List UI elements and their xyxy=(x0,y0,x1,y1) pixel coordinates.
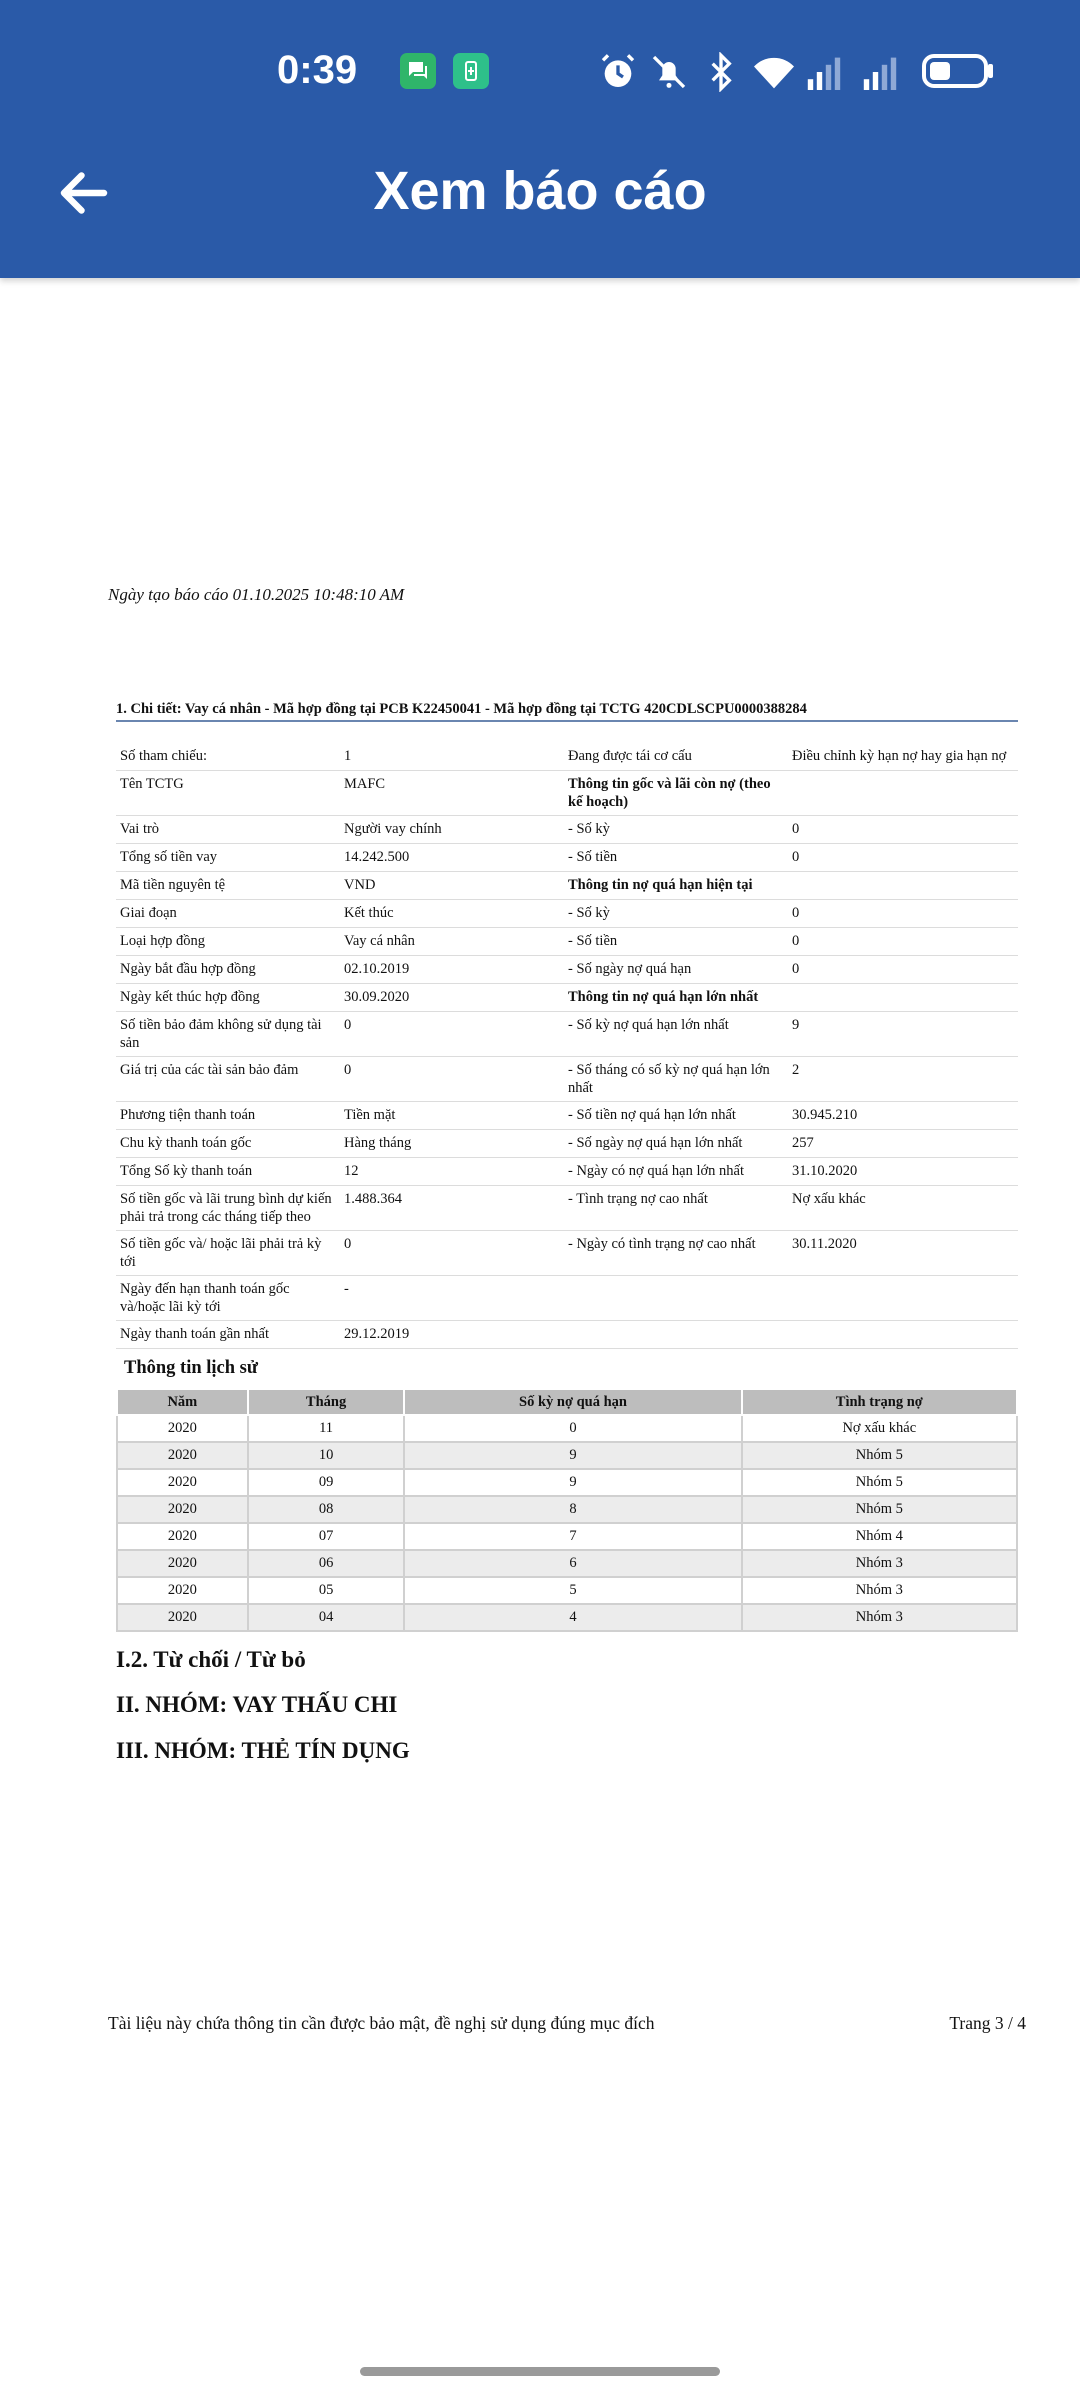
detail-label: Tên TCTG xyxy=(120,776,184,792)
detail-row xyxy=(116,1321,1018,1349)
history-cell: 2020 xyxy=(117,1550,248,1577)
detail-row xyxy=(116,743,1018,771)
detail-row xyxy=(116,771,1018,816)
message-notification-icon xyxy=(400,53,436,89)
detail-value-2: Điều chỉnh kỳ hạn nợ hay gia hạn nợ xyxy=(792,748,1007,764)
detail-label: Ngày kết thúc hợp đồng xyxy=(120,989,260,1005)
detail-value: 1.488.364 xyxy=(344,1191,402,1207)
footer-note: Tài liệu này chứa thông tin cần được bảo mật, đề nghị sử dụng đúng mục đích xyxy=(108,2013,655,2033)
detail-value-2: 0 xyxy=(792,849,800,865)
detail-label-2: - Số tiền xyxy=(568,933,618,949)
detail-value: VND xyxy=(344,877,376,893)
detail-value-2: 0 xyxy=(792,821,800,837)
detail-row xyxy=(116,1186,1018,1231)
detail-value: Người vay chính xyxy=(344,821,442,837)
history-row xyxy=(117,1415,1017,1442)
history-row xyxy=(117,1469,1017,1496)
battery-saver-notification-icon xyxy=(453,53,489,89)
history-col-overdue: Số kỳ nợ quá hạn xyxy=(404,1389,741,1415)
history-cell: Nhóm 3 xyxy=(742,1550,1017,1577)
detail-value-2: Nợ xấu khác xyxy=(792,1191,866,1207)
detail-value-2: 30.945.210 xyxy=(792,1107,858,1123)
detail-label: Số tham chiếu: xyxy=(120,748,207,764)
signal-icon xyxy=(806,52,842,92)
history-col-year: Năm xyxy=(117,1389,248,1415)
history-table xyxy=(116,1388,1018,1632)
detail-label-2: Thông tin nợ quá hạn hiện tại xyxy=(568,877,753,893)
detail-row xyxy=(116,928,1018,956)
detail-value: Kết thúc xyxy=(344,905,394,921)
history-cell: Nợ xấu khác xyxy=(742,1415,1017,1442)
detail-label-2: - Số kỳ xyxy=(568,905,610,921)
detail-row xyxy=(116,872,1018,900)
history-row xyxy=(117,1550,1017,1577)
history-row xyxy=(117,1604,1017,1631)
page-number: Trang 3 / 4 xyxy=(949,2013,1026,2033)
detail-label-2: - Số ngày nợ quá hạn xyxy=(568,961,692,977)
history-cell: 8 xyxy=(404,1496,741,1523)
detail-value-2 xyxy=(792,876,1018,895)
detail-label: Phương tiện thanh toán xyxy=(120,1107,256,1123)
wifi-icon xyxy=(752,52,796,92)
report-created-date: Ngày tạo báo cáo 01.10.2025 10:48:10 AM xyxy=(108,585,405,604)
detail-label: Ngày bắt đầu hợp đồng xyxy=(120,961,256,977)
group-vay-thau-chi: II. NHÓM: VAY THẤU CHI xyxy=(116,1692,398,1717)
detail-label: Giai đoạn xyxy=(120,905,177,921)
detail-label-2: Đang được tái cơ cấu xyxy=(568,748,692,764)
history-cell: 08 xyxy=(248,1496,405,1523)
home-indicator[interactable] xyxy=(360,2367,720,2376)
status-time: 0:39 xyxy=(277,48,358,92)
detail-label-2: Thông tin gốc và lãi còn nợ (theo kế hoạch) xyxy=(568,776,771,810)
history-cell: 11 xyxy=(248,1415,405,1442)
detail-label: Ngày thanh toán gần nhất xyxy=(120,1326,269,1342)
detail-value: 0 xyxy=(344,1017,352,1033)
detail-row xyxy=(116,816,1018,844)
app-bar xyxy=(0,0,1080,278)
detail-label-2: Thông tin nợ quá hạn lớn nhất xyxy=(568,989,759,1005)
detail-row xyxy=(116,1231,1018,1276)
detail-label-2: - Số kỳ nợ quá hạn lớn nhất xyxy=(568,1017,729,1033)
detail-label-2: - Số tiền xyxy=(568,849,618,865)
detail-value: Vay cá nhân xyxy=(344,933,415,949)
detail-label-2: - Số tiền nợ quá hạn lớn nhất xyxy=(568,1107,736,1123)
detail-label: Vai trò xyxy=(120,821,160,837)
detail-value-2 xyxy=(792,775,1018,811)
detail-label: Số tiền gốc và lãi trung bình dự kiến phải trả trong các tháng tiếp theo xyxy=(120,1191,332,1225)
detail-row xyxy=(116,1130,1018,1158)
detail-label-2: - Ngày có tình trạng nợ cao nhất xyxy=(568,1236,756,1252)
detail-value-2 xyxy=(792,1280,1018,1316)
detail-row xyxy=(116,1102,1018,1130)
detail-row xyxy=(116,956,1018,984)
detail-label: Tổng số tiền vay xyxy=(120,849,218,865)
detail-label: Số tiền bảo đảm không sử dụng tài sản xyxy=(120,1017,322,1051)
detail-value-2: 0 xyxy=(792,961,800,977)
history-cell: 5 xyxy=(404,1577,741,1604)
detail-label: Tổng Số kỳ thanh toán xyxy=(120,1163,253,1179)
status-bar xyxy=(0,0,1080,140)
history-cell: 9 xyxy=(404,1442,741,1469)
detail-row xyxy=(116,844,1018,872)
detail-row xyxy=(116,900,1018,928)
alarm-icon xyxy=(598,52,638,92)
details-table xyxy=(116,743,1018,1349)
history-cell: 4 xyxy=(404,1604,741,1631)
detail-label-2: - Tình trạng nợ cao nhất xyxy=(568,1191,708,1207)
detail-value: Tiền mặt xyxy=(344,1107,396,1123)
detail-value: MAFC xyxy=(344,776,386,792)
history-cell: 2020 xyxy=(117,1523,248,1550)
detail-value-2 xyxy=(792,988,1018,1007)
detail-value-2: 0 xyxy=(792,933,800,949)
detail-value: 29.12.2019 xyxy=(344,1326,410,1342)
detail-value: 12 xyxy=(344,1163,359,1179)
detail-value-2 xyxy=(792,1325,1018,1344)
history-cell: 04 xyxy=(248,1604,405,1631)
detail-label: Số tiền gốc và/ hoặc lãi phải trả kỳ tới xyxy=(120,1236,322,1270)
history-header-row xyxy=(117,1389,1017,1415)
bluetooth-icon xyxy=(706,52,736,92)
page-title: Xem báo cáo xyxy=(373,161,707,221)
history-cell: Nhóm 3 xyxy=(742,1577,1017,1604)
detail-row xyxy=(116,1276,1018,1321)
detail-label-2 xyxy=(568,1325,792,1344)
detail-value: 14.242.500 xyxy=(344,849,410,865)
detail-label-2: - Số kỳ xyxy=(568,821,610,837)
detail-value: 1 xyxy=(344,748,352,764)
detail-value: 02.10.2019 xyxy=(344,961,410,977)
history-cell: 07 xyxy=(248,1523,405,1550)
history-cell: 0 xyxy=(404,1415,741,1442)
history-cell: 2020 xyxy=(117,1415,248,1442)
detail-row xyxy=(116,1057,1018,1102)
history-cell: Nhóm 5 xyxy=(742,1469,1017,1496)
detail-label: Ngày đến hạn thanh toán gốc và/hoặc lãi kỳ tới xyxy=(120,1281,290,1315)
detail-label-2: - Ngày có nợ quá hạn lớn nhất xyxy=(568,1163,744,1179)
detail-value: Hàng tháng xyxy=(344,1135,412,1151)
history-cell: Nhóm 3 xyxy=(742,1604,1017,1631)
detail-label-2 xyxy=(568,1280,792,1316)
history-cell: 2020 xyxy=(117,1442,248,1469)
history-cell: Nhóm 5 xyxy=(742,1496,1017,1523)
history-row xyxy=(117,1496,1017,1523)
detail-value: 30.09.2020 xyxy=(344,989,410,1005)
detail-label-2: - Số tháng có số kỳ nợ quá hạn lớn nhất xyxy=(568,1062,770,1096)
detail-row xyxy=(116,1158,1018,1186)
history-cell: 7 xyxy=(404,1523,741,1550)
history-col-status: Tình trạng nợ xyxy=(742,1389,1017,1415)
detail-value-2: 31.10.2020 xyxy=(792,1163,858,1179)
history-row xyxy=(117,1577,1017,1604)
detail-value-2: 257 xyxy=(792,1135,814,1151)
detail-label: Mã tiền nguyên tệ xyxy=(120,877,226,893)
history-cell: 06 xyxy=(248,1550,405,1577)
history-cell: 2020 xyxy=(117,1604,248,1631)
history-cell: 09 xyxy=(248,1469,405,1496)
detail-value: 0 xyxy=(344,1236,352,1252)
history-row xyxy=(117,1442,1017,1469)
history-row xyxy=(117,1523,1017,1550)
history-title: Thông tin lịch sử xyxy=(124,1358,258,1378)
mute-icon xyxy=(648,52,690,92)
history-cell: Nhóm 4 xyxy=(742,1523,1017,1550)
history-cell: 9 xyxy=(404,1469,741,1496)
detail-value-2: 2 xyxy=(792,1062,800,1078)
detail-label: Chu kỳ thanh toán gốc xyxy=(120,1135,252,1151)
section-title: 1. Chi tiết: Vay cá nhân - Mã hợp đồng tại PCB K22450041 - Mã hợp đồng tại TCTG 420CDLSCPU0000388284 xyxy=(116,701,1018,722)
detail-value-2: 0 xyxy=(792,905,800,921)
detail-value-2: 9 xyxy=(792,1017,800,1033)
history-cell: 6 xyxy=(404,1550,741,1577)
history-cell: 2020 xyxy=(117,1469,248,1496)
detail-value: - xyxy=(344,1281,349,1297)
detail-label: Giá trị của các tài sản bảo đảm xyxy=(120,1062,299,1078)
battery-icon xyxy=(922,54,994,88)
signal-icon-2 xyxy=(862,52,898,92)
detail-value: 0 xyxy=(344,1062,352,1078)
history-cell: 05 xyxy=(248,1577,405,1604)
detail-row xyxy=(116,984,1018,1012)
history-cell: 2020 xyxy=(117,1577,248,1604)
history-cell: Nhóm 5 xyxy=(742,1442,1017,1469)
detail-label: Loại hợp đồng xyxy=(120,933,205,949)
group-tu-choi: I.2. Từ chối / Từ bỏ xyxy=(116,1647,306,1672)
detail-label-2: - Số ngày nợ quá hạn lớn nhất xyxy=(568,1135,743,1151)
history-cell: 10 xyxy=(248,1442,405,1469)
detail-value-2: 30.11.2020 xyxy=(792,1236,857,1252)
history-cell: 2020 xyxy=(117,1496,248,1523)
group-the-tin-dung: III. NHÓM: THẺ TÍN DỤNG xyxy=(116,1738,410,1763)
detail-row xyxy=(116,1012,1018,1057)
history-col-month: Tháng xyxy=(248,1389,405,1415)
